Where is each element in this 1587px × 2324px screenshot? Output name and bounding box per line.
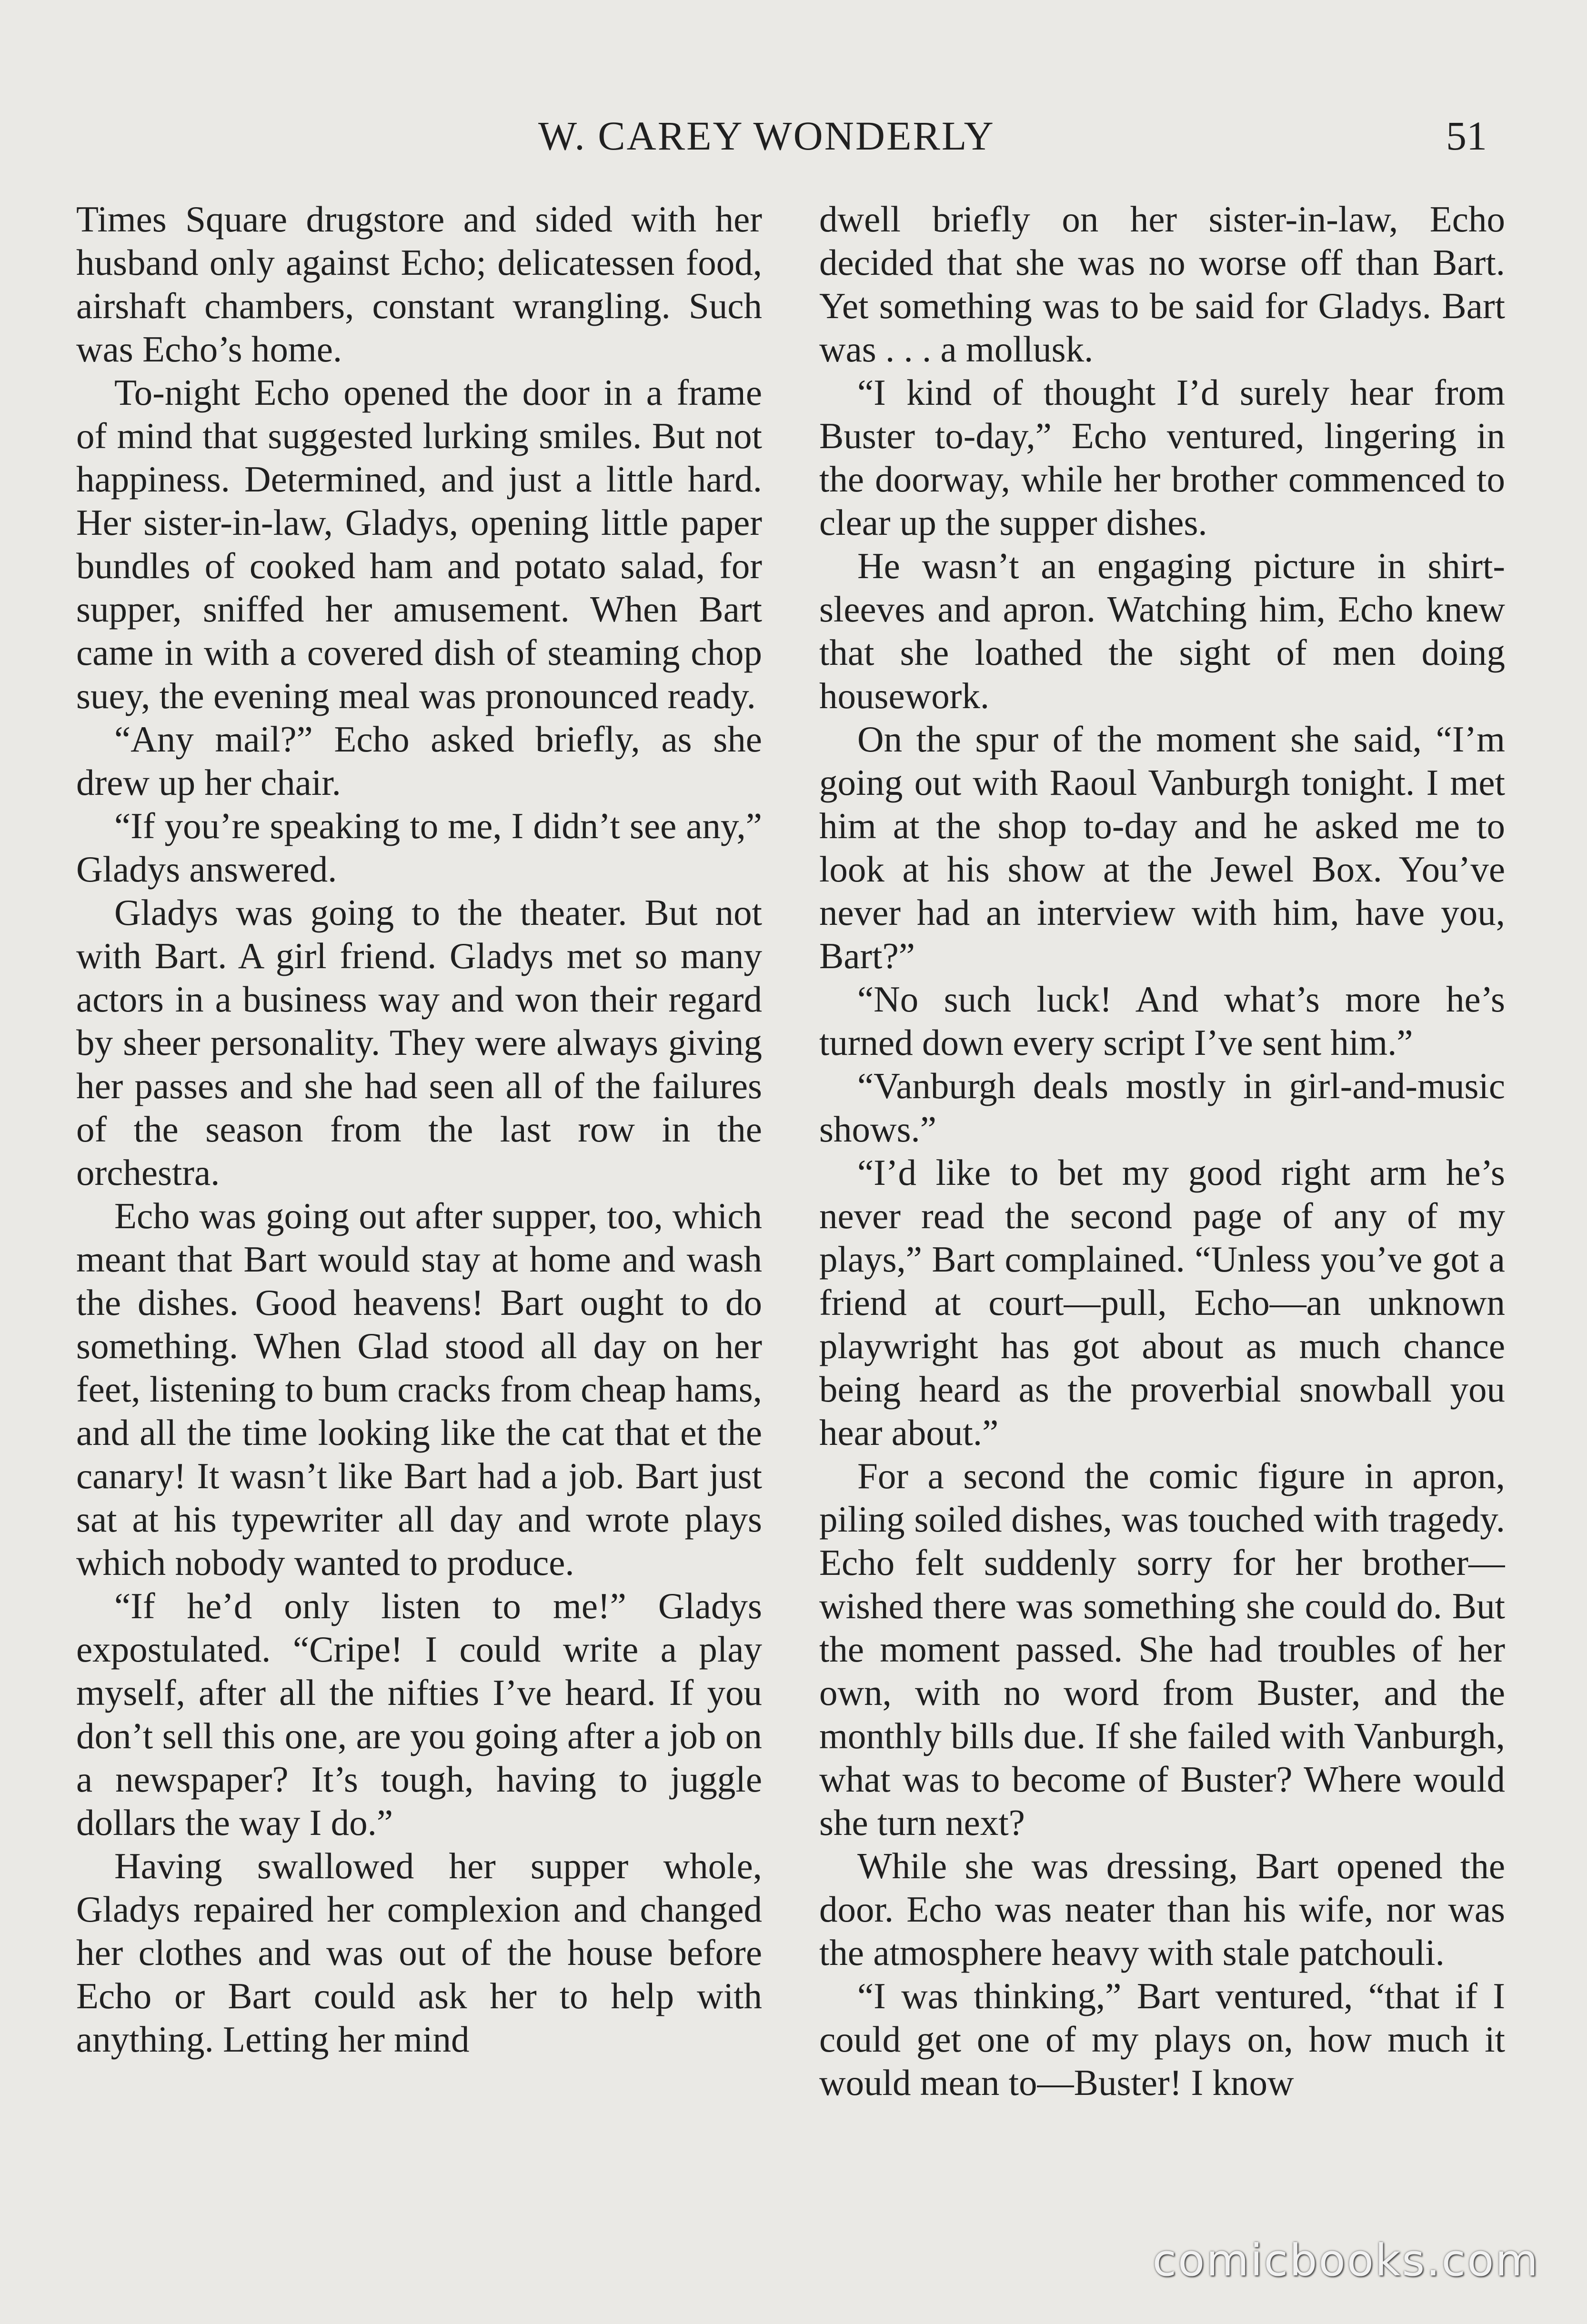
paragraph: “If he’d only listen to me!” Gladys expostulated. “Cripe! I could write a play myself, after all the nifties I’ve heard. If you don’t sell this one, are you going after a job on a newspaper? It’s tough, having to juggle dollars the way I do.” bbox=[76, 1585, 762, 1843]
paragraph: “I was thinking,” Bart ventured, “that if I could get one of my plays on, how much it would mean to—Buster! I know bbox=[819, 1975, 1505, 2103]
site-watermark: comicbooks.com bbox=[1152, 2235, 1539, 2286]
right-column bbox=[819, 198, 1505, 2222]
paragraph: “I’d like to bet my good right arm he’s never read the second page of any of my plays,” Bart complained. “Unless you’ve got a friend at court—pull, Echo—an unknown playwright has got about as much chance being heard as the proverbial snowball you hear about.” bbox=[819, 1152, 1505, 1453]
paragraph: Times Square drugstore and sided with her husband only against Echo; delicatessen food, airshaft chambers, constant wrangling. Such was Echo’s home. bbox=[76, 199, 762, 370]
paragraph: “I kind of thought I’d surely hear from Buster to-day,” Echo ventured, lingering in the doorway, while her brother commenced to clear up the supper dishes. bbox=[819, 372, 1505, 543]
running-head bbox=[0, 110, 1587, 162]
paragraph: He wasn’t an engaging picture in shirt-sleeves and apron. Watching him, Echo knew that she loathed the sight of men doing housework. bbox=[819, 545, 1505, 716]
paragraph: To-night Echo opened the door in a frame of mind that suggested lurking smiles. But not happiness. Determined, and just a little hard. Her sister-in-law, Gladys, opening little paper bundles of cooked ham and potato salad, for supper, sniffed her amusement. When Bart came in with a covered dish of steaming chop suey, the evening meal was pronounced ready. bbox=[76, 372, 762, 716]
paragraph: “Any mail?” Echo asked briefly, as she drew up her chair. bbox=[76, 719, 762, 803]
page-number: 51 bbox=[1446, 113, 1487, 159]
paragraph: Having swallowed her supper whole, Gladys repaired her complexion and changed her clothes and was out of the house before Echo or Bart could ask her to help with anything. Letting her mind bbox=[76, 1845, 762, 2060]
running-title: W. CAREY WONDERLY bbox=[538, 113, 995, 159]
paragraph: “If you’re speaking to me, I didn’t see any,” Gladys answered. bbox=[76, 805, 762, 890]
paragraph: dwell briefly on her sister-in-law, Echo decided that she was no worse off than Bart. Yet something was to be said for Gladys. Bart was . . . a mollusk. bbox=[819, 199, 1505, 370]
paragraph: “Vanburgh deals mostly in girl-and-music shows.” bbox=[819, 1065, 1505, 1150]
paragraph: On the spur of the moment she said, “I’m going out with Raoul Vanburgh tonight. I met him at the shop to-day and he asked me to look at his show at the Jewel Box. You’ve never had an interview with him, have you, Bart?” bbox=[819, 719, 1505, 976]
paragraph: While she was dressing, Bart opened the door. Echo was neater than his wife, nor was the atmosphere heavy with stale patchouli. bbox=[819, 1845, 1505, 1973]
left-column bbox=[76, 198, 762, 2222]
paragraph: For a second the comic figure in apron, piling soiled dishes, was touched with tragedy. Echo felt suddenly sorry for her brother—wished there was something she could do. But the moment passed. She had troubles of her own, with no word from Buster, and the monthly bills due. If she failed with Vanburgh, what was to become of Buster? Where would she turn next? bbox=[819, 1455, 1505, 1843]
paragraph: Gladys was going to the theater. But not with Bart. A girl friend. Gladys met so many actors in a business way and won their regard by sheer personality. They were always giving her passes and she had seen all of the failures of the season from the last row in the orchestra. bbox=[76, 892, 762, 1193]
paragraph: “No such luck! And what’s more he’s turned down every script I’ve sent him.” bbox=[819, 979, 1505, 1063]
text-columns bbox=[76, 198, 1505, 2222]
paragraph: Echo was going out after supper, too, which meant that Bart would stay at home and wash the dishes. Good heavens! Bart ought to do something. When Glad stood all day on her feet, listening to bum cracks from cheap hams, and all the time looking like the cat that et the canary! It wasn’t like Bart had a job. Bart just sat at his typewriter all day and wrote plays which nobody wanted to produce. bbox=[76, 1195, 762, 1583]
